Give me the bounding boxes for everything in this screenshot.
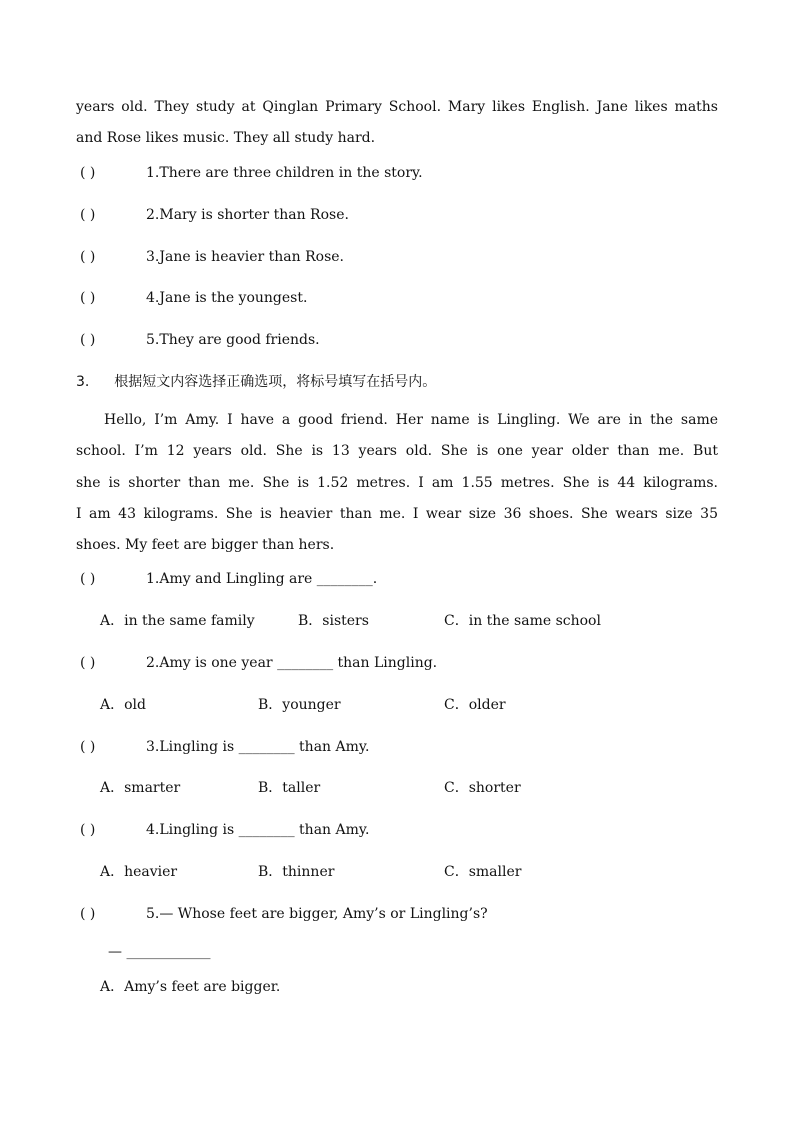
question-item xyxy=(80,904,488,924)
question-item xyxy=(80,288,307,308)
passage-line: Hello, I’m Amy. I have a good friend. Her name is Lingling. We are in the same xyxy=(104,412,718,428)
passage-line: she is shorter than me. She is 1.52 metres. I am 1.55 metres. She is 44 kilograms. xyxy=(76,475,718,491)
option-b[interactable]: B．thinner xyxy=(258,864,335,880)
question-text: 4.Lingling is ________ than Amy. xyxy=(146,822,370,838)
passage-line: school. I’m 12 years old. She is 13 years old. She is one year older than me. But xyxy=(76,443,718,459)
question-text: 3.Jane is heavier than Rose. xyxy=(146,249,344,265)
question-text: 1.There are three children in the story. xyxy=(146,165,423,181)
option-a[interactable]: A．in the same family xyxy=(100,613,255,629)
option-a[interactable]: A．old xyxy=(100,697,146,713)
answer-bracket[interactable]: ( ) xyxy=(80,290,96,306)
question-text: 5.— Whose feet are bigger, Amy’s or Lingling’s? xyxy=(146,906,488,922)
passage-line: years old. They study at Qinglan Primary School. Mary likes English. Jane likes maths xyxy=(76,99,718,115)
option-c[interactable]: C．smaller xyxy=(444,864,522,880)
answer-bracket[interactable]: ( ) xyxy=(80,906,96,922)
option-c[interactable]: C．in the same school xyxy=(444,613,601,629)
answer-bracket[interactable]: ( ) xyxy=(80,249,96,265)
question-item xyxy=(80,205,349,225)
answer-bracket[interactable]: ( ) xyxy=(80,207,96,223)
section-heading xyxy=(76,372,436,392)
question-text: 2.Mary is shorter than Rose. xyxy=(146,207,349,223)
option-a[interactable]: A．smarter xyxy=(100,780,181,796)
answer-bracket[interactable]: ( ) xyxy=(80,571,96,587)
answer-bracket[interactable]: ( ) xyxy=(80,165,96,181)
question-item xyxy=(80,569,377,589)
answer-blank-line[interactable]: — ____________ xyxy=(108,944,211,960)
question-item xyxy=(80,820,369,840)
answer-bracket[interactable]: ( ) xyxy=(80,655,96,671)
option-b[interactable]: B．sisters xyxy=(298,613,369,629)
question-text: 3.Lingling is ________ than Amy. xyxy=(146,739,370,755)
passage-line: and Rose likes music. They all study hard. xyxy=(76,130,376,146)
option-c[interactable]: C．older xyxy=(444,697,506,713)
question-item xyxy=(80,330,320,350)
option-c[interactable]: C．shorter xyxy=(444,780,521,796)
passage-line: shoes. My feet are bigger than hers. xyxy=(76,537,335,553)
question-text: 1.Amy and Lingling are ________. xyxy=(146,571,378,587)
passage-line: I am 43 kilograms. She is heavier than me. I wear size 36 shoes. She wears size 35 xyxy=(76,506,718,522)
answer-bracket[interactable]: ( ) xyxy=(80,332,96,348)
question-text: 2.Amy is one year ________ than Lingling. xyxy=(146,655,438,671)
question-text: 4.Jane is the youngest. xyxy=(146,290,308,306)
option-b[interactable]: B．taller xyxy=(258,780,321,796)
question-item xyxy=(80,247,344,267)
answer-bracket[interactable]: ( ) xyxy=(80,822,96,838)
question-item xyxy=(80,737,369,757)
question-item xyxy=(80,163,423,183)
question-text: 5.They are good friends. xyxy=(146,332,320,348)
question-item xyxy=(80,653,437,673)
section-number: 3. xyxy=(76,374,90,390)
option-a[interactable]: A．heavier xyxy=(100,864,178,880)
option-b[interactable]: B．younger xyxy=(258,697,341,713)
section-instruction: 根据短文内容选择正确选项，将标号填写在括号内。 xyxy=(114,374,437,390)
answer-bracket[interactable]: ( ) xyxy=(80,739,96,755)
option-a[interactable]: A．Amy’s feet are bigger. xyxy=(100,979,281,995)
